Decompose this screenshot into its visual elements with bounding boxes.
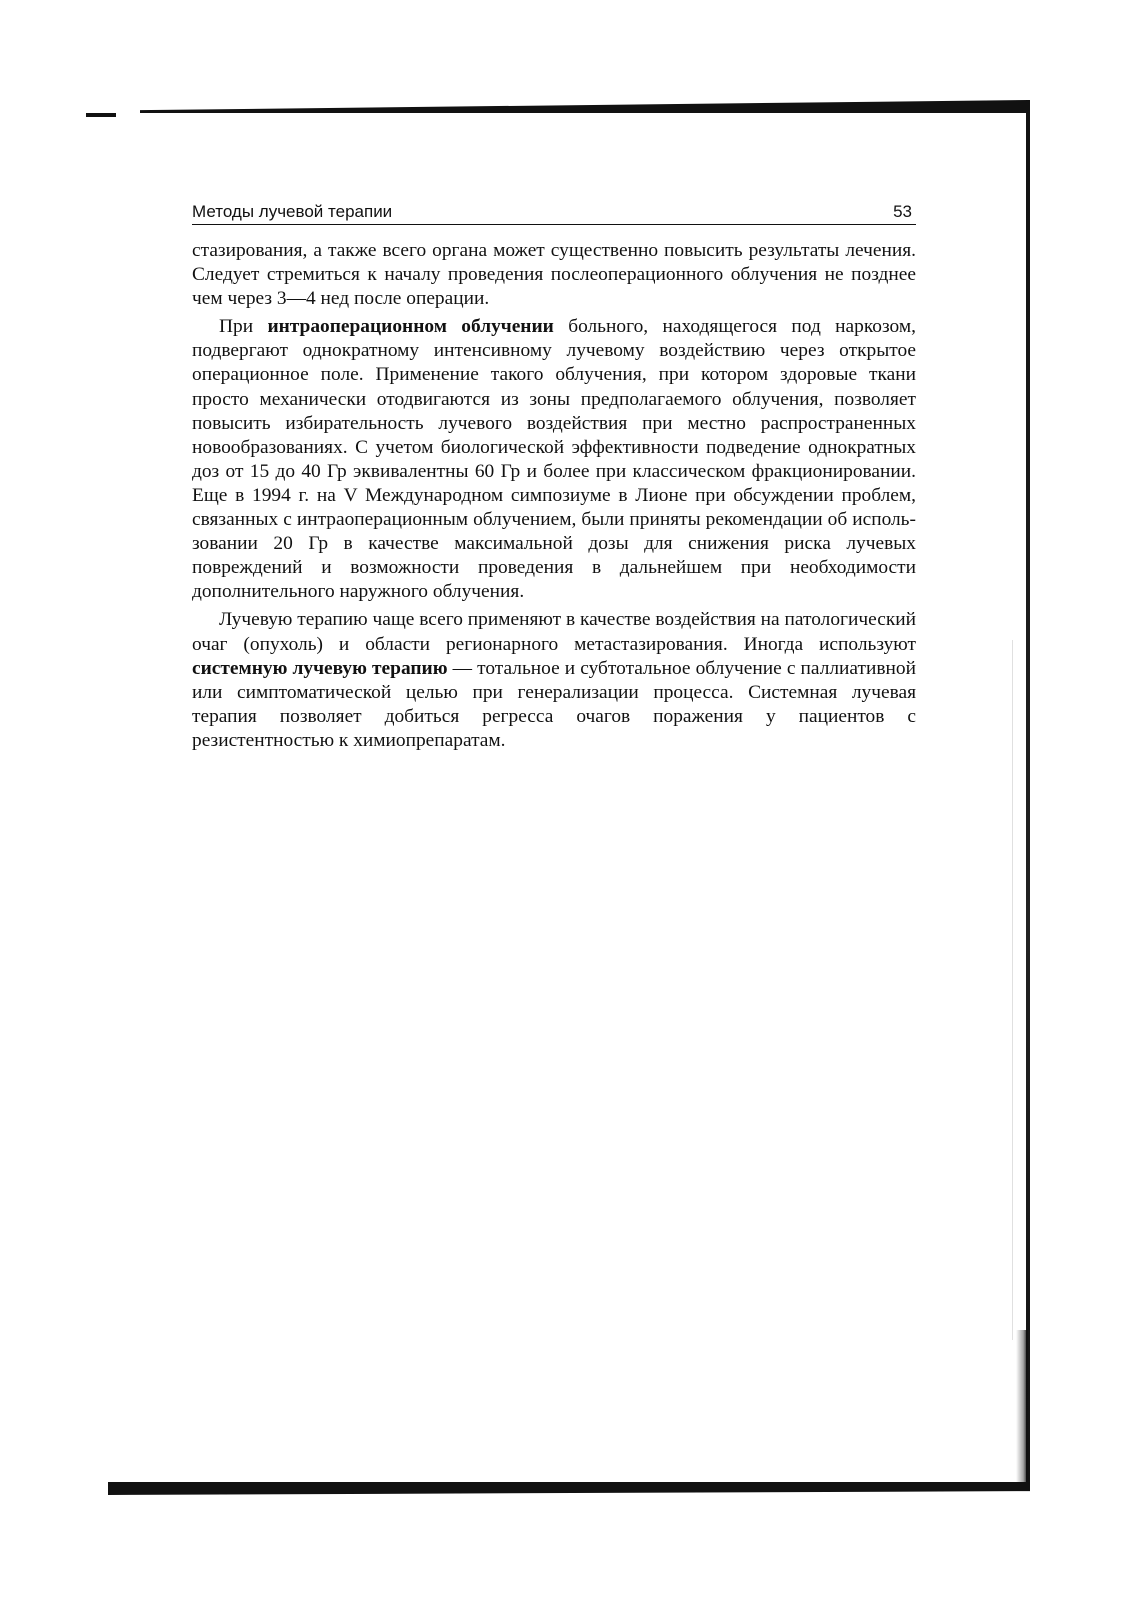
term-intraoperative-irradiation: интраоперационном облучении (267, 316, 554, 338)
scan-edge-bar-bottom (108, 1482, 1030, 1495)
scan-edge-mark-top-left (86, 113, 116, 117)
paragraph-continuation (192, 239, 916, 311)
paragraph-text: больного, находящегося под наркозом, подвергают однократному интенсивному лучевому воздействию через открытое операционное поле. Применение такого облучения, при котором здоровые ткани просто механически отодвигаются из зоны предполагаемого облучения, позволяет повысить избирательность лучевого воздействия при местно распространенных новообразованиях. С учетом биологической эффективности подведение однократных доз от 15 до 40 Гр эквивалентны 60 Гр и более при классическом фракционировании. Еще в 1994 г. на V Международном симпозиуме в Лионе при обсуждении проблем, связанных с интраоперационным облучением, были приняты рекомендации об использовании 20 Гр в качестве максимальной дозы для снижения риска лучевых повреждений и возможности проведения в дальнейшем при необходимости дополнительного наружного облучения. (192, 316, 916, 603)
paragraph-intraoperative (192, 315, 916, 604)
scan-faint-line (1012, 640, 1013, 1340)
running-header (192, 200, 916, 225)
term-systemic-radiation-therapy: системную лучевую терапию (192, 657, 448, 679)
paragraph-text: — тотальное и субтотальное облучение с паллиативной или симптоматической целью при генерализации процесса. Системная лучевая терапия позволяет добиться регресса очагов поражения у пациентов с резистентностью к химиопрепаратам. (192, 657, 916, 751)
paragraph-text: стазирования, а также всего органа может существенно повысить результаты лечения. Следует стремиться к началу проведения послеоперационного облучения не позднее чем через 3—4 нед после операции. (192, 240, 916, 310)
paragraph-systemic (192, 608, 916, 753)
scan-edge-shadow-right (1016, 1330, 1028, 1488)
paragraph-text: При (219, 316, 268, 338)
running-header-title: Методы лучевой терапии (192, 202, 393, 221)
scan-edge-bar-top (140, 100, 1028, 113)
paragraph-text: Лучевую терапию чаще всего применяют в качестве воздействия на патологический очаг (опухоль) и области регионарного метастазирования. Иногда используют (192, 609, 916, 655)
page-number: 53 (893, 202, 912, 221)
scan-edge-bar-right (1026, 100, 1030, 1490)
body-text (192, 239, 916, 753)
